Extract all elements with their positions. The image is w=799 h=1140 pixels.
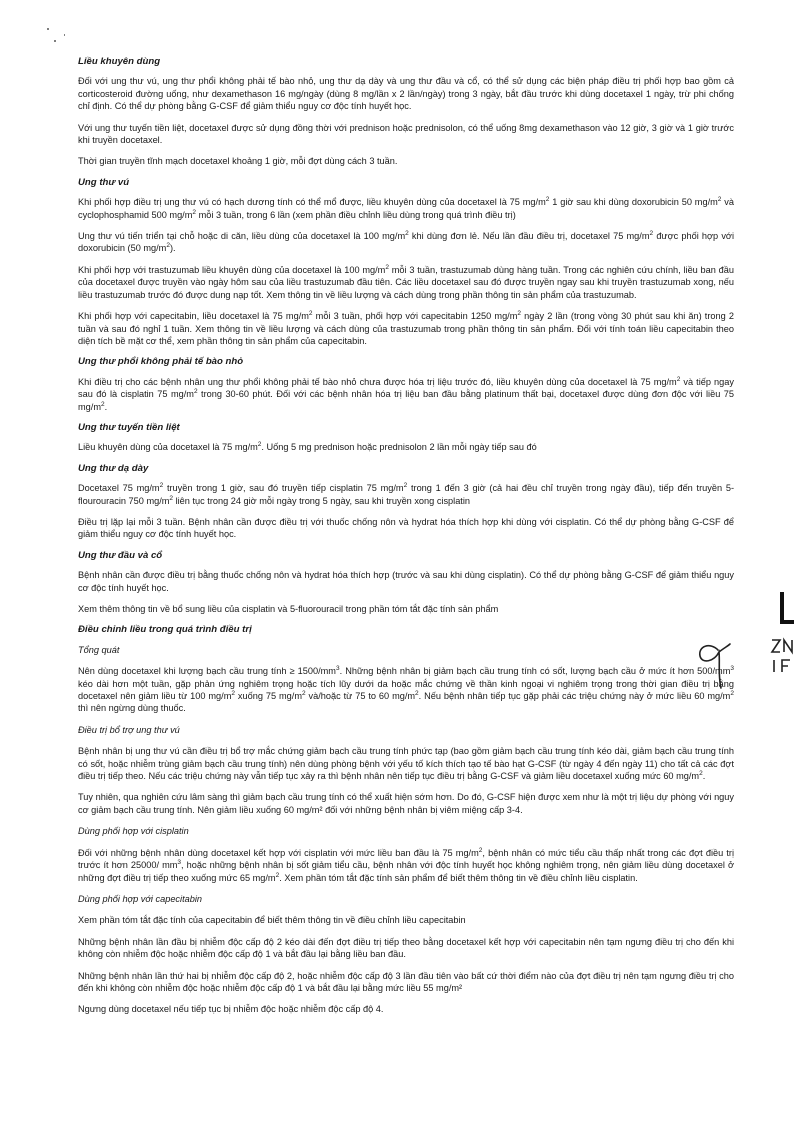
paragraph: Khi điều trị cho các bệnh nhân ung thư phổi không phải tế bào nhỏ chưa được hóa trị liệu trước đó, liều khuyên dùng của docetaxel là 75 $mg/m^2$ và tiếp ngay sau đó là cisplatin 75 $mg/m^2$ trong 30-60 phút. Đối với các bệnh nhân hóa trị liệu ban đầu bằng platinum thất bại, docetaxel được dùng đơn độc với liều 75 $mg/m^2$. xyxy=(78,375,735,412)
paragraph: Bệnh nhân bị ung thư vú cần điều trị bổ trợ mắc chứng giảm bạch cầu trung tính phức tạp (bao gồm giảm bạch cầu trung tính kéo dài, giảm bạch cầu trung tính có sốt, hoặc nhiễm trùng giảm bạch cầu trung tính) nên dùng phòng bệnh với yếu tố kích thích tạo tế bào hạt G-CSF (từ ngày 4 đến ngày 11) cho tất cả các đợt điều trị tiếp theo. Nếu các triệu chứng này vẫn tiếp tục xảy ra thì bệnh nhân nên tiếp tục điều trị bằng G-CSF và giảm liều docetaxel xuống mức 60 $mg/m^2$. xyxy=(78,746,734,782)
paragraph: Xem phần tóm tắt đặc tính của capecitabin để biết thêm thông tin về điều chỉnh liều capecitabin xyxy=(78,915,466,926)
section-heading-gastric-cancer: Ung thư dạ dày xyxy=(78,462,149,474)
paragraph: Ung thư vú tiến triển tại chỗ hoặc di căn, liều dùng của docetaxel là 100 $mg/m^2$ khi dùng đơn lẻ. Nếu lần đầu điều trị, docetaxel 75 $mg/m^2$ được phối hợp với doxorubicin (50 $mg/m^2$). xyxy=(78,230,734,254)
paragraph: Khi phối hợp với trastuzumab liều khuyên dùng của docetaxel là 100 $mg/m^2$ mỗi 3 tuần, trastuzumab dùng hàng tuần. Trong các nghiên cứu chính, liều ban đầu của docetaxel được truyền vào ngày hôm sau của liều trastuzumab đầu tiên. Các liều docetaxel sau đó được truyền ngay sau khi truyền trastuzumab xong, nếu liều trastuzumab trước đó được dung nạp tốt. Xem thông tin về liều lượng và cách dùng trong phần thông tin sản phẩm của trastuzumab. xyxy=(78,263,734,300)
section-heading-dosage: Liều khuyên dùng xyxy=(78,56,161,67)
edge-marks xyxy=(768,588,799,708)
paragraph: Những bệnh nhân lần đầu bị nhiễm độc cấp độ 2 kéo dài đến đợt điều trị tiếp theo bằng docetaxel kết hợp với capecitabin nên tạm ngưng điều trị cho đến khi không còn nhiễm độc hoặc nhiễm độc cấp độ 1 và bắt đầu lại bằng liều ban đầu. xyxy=(78,936,734,960)
paragraph: Xem thêm thông tin về bổ sung liều của cisplatin và 5-fluorouracil trong phần tóm tắt đặc tính sản phẩm xyxy=(78,604,499,614)
paragraph: Ngưng dùng docetaxel nếu tiếp tục bị nhiễm độc hoặc nhiễm độc cấp độ 4. xyxy=(78,1004,384,1015)
paragraph: Bệnh nhân cần được điều trị bằng thuốc chống nôn và hydrat hóa thích hợp (trước và sau khi dùng cisplatin). Có thể dự phòng bằng G-CSF để giảm thiểu nguy cơ độc tính huyết học. xyxy=(78,570,734,593)
document-body xyxy=(78,56,734,1016)
scan-speck xyxy=(64,34,65,36)
paragraph: Đối với những bệnh nhân dùng docetaxel kết hợp với cisplatin với mức liều ban đầu là 75 $mg/m^2$, bệnh nhân có mức tiểu cầu thấp nhất trong các đợt điều trị trước ít hơn 25000/ $mm^3$, hoặc những bệnh nhân bị sốt giảm tiểu cầu, bệnh nhân với độc tính huyết học không nghiêm trọng, nên giảm liều dùng docetaxel ở những đợt điều trị tiếp theo xuống mức 65 $mg/m^2$. Xem phần tóm tắt đặc tính sản phẩm để biết thêm thông tin về điều chỉnh liều cisplatin. xyxy=(78,846,734,883)
handwritten-signature xyxy=(688,636,734,692)
paragraph: Thời gian truyền tĩnh mạch docetaxel khoảng 1 giờ, mỗi đợt dùng cách 3 tuần. xyxy=(78,156,398,167)
section-heading-nsclc: Ung thư phổi không phải tế bào nhỏ xyxy=(78,356,244,368)
paragraph: Nên dùng docetaxel khi lượng bạch cầu trung tính ≥ $1500/mm^3$. Những bệnh nhân bị giảm bạch cầu trung tính có sốt, lượng bạch cầu ở mức ít hơn $500/mm^3$ kéo dài hơn một tuần, gặp phản ứng nghiêm trọng hoặc tích lũy dưới da hoặc mắc chứng về thần kinh ngoại vi nghiêm trọng trong thời gian điều trị bằng docetaxel nên giảm liều từ 100 $mg/m^2$ xuống 75 $mg/m^2$ và/hoặc từ 75 to 60 $mg/m^2$. Nếu bệnh nhân tiếp tục gặp phải các triệu chứng này ở mức liều 60 $mg/m^2$ thì nên ngừng dùng thuốc. xyxy=(78,665,734,714)
subheading-cisplatin-combination: Dùng phối hợp với cisplatin xyxy=(78,826,189,837)
subheading-general: Tổng quát xyxy=(78,644,120,655)
section-heading-breast-cancer: Ung thư vú xyxy=(78,176,130,188)
section-heading-head-neck-cancer: Ung thư đầu và cổ xyxy=(78,549,163,561)
section-heading-dose-adjustment: Điều chỉnh liều trong quá trình điều trị xyxy=(78,624,252,636)
paragraph: Docetaxel 75 $mg/m^2$ truyền trong 1 giờ, sau đó truyền tiếp cisplatin 75 $mg/m^2$ trong 1 đến 3 giờ (cả hai đều chỉ truyền trong ngày đầu), tiếp đến truyền 5-flourouracin 750 $mg/m^2$ liên tục trong 24 giờ mỗi ngày trong 5 ngày, sau khi truyền xong cisplatin xyxy=(78,482,734,506)
paragraph: Điều trị lặp lại mỗi 3 tuần. Bệnh nhân cần được điều trị với thuốc chống nôn và hydrat hóa thích hợp khi dùng với cisplatin. Có thể dự phòng bằng G-CSF để giảm thiểu nguy cơ độc tính huyết học. xyxy=(78,516,734,540)
paragraph: Đối với ung thư vú, ung thư phổi không phải tế bào nhỏ, ung thư dạ dày và ung thư đầu và cổ, có thể sử dụng các biện pháp điều trị phối hợp bao gồm cả corticosteroid đường uống, như dexamethason 16 mg/ngày (dùng 8 mg/lần x 2 lần/ngày) trong 3 ngày, bắt đầu trước khi dùng docetaxel 1 ngày, trừ phi chống chỉ định. Có thể dự phòng bằng G-CSF để giảm thiểu nguy cơ độc tính huyết học. xyxy=(78,76,734,112)
scan-speck xyxy=(47,28,49,30)
section-heading-prostate-cancer: Ung thư tuyến tiền liệt xyxy=(78,421,180,433)
paragraph: Khi phối hợp với capecitabin, liều docetaxel là 75 $mg/m^2$ mỗi 3 tuần, phối hợp với capecitabin 1250 $mg/m^2$ ngày 2 lần (trong vòng 30 phút sau khi ăn) trong 2 tuần và sau đó nghỉ 1 tuần. Xem thông tin về liều lượng và cách dùng của trastuzumab trong phần thông tin sản phẩm. Đối với tính toán liều capecitabin theo diện tích bề mặt cơ thể, xem phần thông tin sản phẩm của capecitabin. xyxy=(78,310,735,346)
paragraph: Liều khuyên dùng của docetaxel là 75 $mg/m^2$. Uống 5 mg prednison hoặc prednisolon 2 lần mỗi ngày tiếp sau đó xyxy=(78,441,537,453)
subheading-adjuvant-breast: Điều trị bổ trợ ung thư vú xyxy=(78,724,180,735)
subheading-capecitabin-combination: Dùng phối hợp với capecitabin xyxy=(78,893,202,904)
paragraph: Những bệnh nhân lần thứ hai bị nhiễm độc cấp độ 2, hoặc nhiễm độc cấp độ 3 lần đầu tiên vào bất cứ thời điểm nào của đợt điều trị nên tạm ngưng điều trị cho đến khi không còn nhiễm độc hoặc nhiễm độc cấp độ 1 và bắt đầu lại bằng mức liều 55 mg/m² xyxy=(78,970,734,993)
paragraph: Khi phối hợp điều trị ung thư vú có hạch dương tính có thể mổ được, liều khuyên dùng của docetaxel là 75 $mg/m^2$ 1 giờ sau khi dùng doxorubicin 50 $mg/m^2$ và cyclophosphamid 500 $mg/m^2$ mỗi 3 tuần, trong 6 lần (xem phần điều chỉnh liều dùng trong quá trình điều trị) xyxy=(78,196,734,220)
scan-speck xyxy=(54,40,56,42)
paragraph: Với ung thư tuyến tiền liệt, docetaxel được sử dụng đồng thời với prednison hoặc prednisolon, có thể uống 8mg dexamethason vào 12 giờ, 3 giờ và 1 giờ trước khi truyền docetaxel. xyxy=(78,122,734,146)
paragraph: Tuy nhiên, qua nghiên cứu lâm sàng thì giảm bạch cầu trung tính có thể xuất hiện sớm hơn. Do đó, G-CSF hiện được xem như là một trị liệu dự phòng với nguy cơ giảm bạch cầu trung tính. Nên giảm liều xuống 60 mg/m² đối với những bệnh nhân bị viêm miệng cấp 3-4. xyxy=(78,792,734,815)
